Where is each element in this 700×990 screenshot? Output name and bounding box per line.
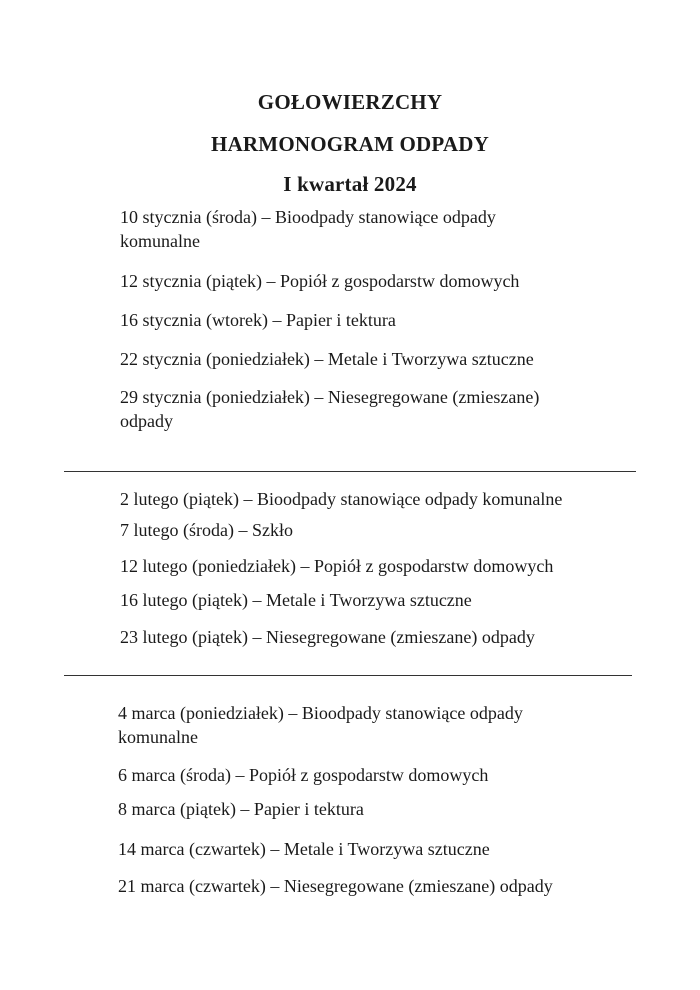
schedule-entry [120,308,396,332]
schedule-entry [120,588,472,612]
entry-line: 16 stycznia (wtorek) – Papier i tektura [120,310,396,330]
section-divider [64,471,636,472]
entry-line: 12 lutego (poniedziałek) – Popiół z gospodarstw domowych [120,556,554,576]
entry-line: 23 lutego (piątek) – Niesegregowane (zmieszane) odpady [120,627,535,647]
schedule-entry [118,797,364,821]
schedule-entry [120,518,293,542]
entry-line: komunalne [120,231,200,251]
entry-line: 14 marca (czwartek) – Metale i Tworzywa sztuczne [118,839,490,859]
entry-line: 22 stycznia (poniedziałek) – Metale i Tworzywa sztuczne [120,349,534,369]
schedule-entry [118,701,523,749]
entry-line: 7 lutego (środa) – Szkło [120,520,293,540]
schedule-entry [120,347,534,371]
schedule-entry [118,763,488,787]
section-divider [64,675,632,676]
entry-line: 10 stycznia (środa) – Bioodpady stanowiące odpady [120,207,496,227]
schedule-entry [118,874,553,898]
schedule-entry [120,269,519,293]
schedule-entry [118,837,490,861]
schedule-entry [120,205,496,253]
entry-line: odpady [120,411,173,431]
entry-line: 12 stycznia (piątek) – Popiół z gospodarstw domowych [120,271,520,291]
schedule-entry [120,554,553,578]
entry-line: 2 lutego (piątek) – Bioodpady stanowiące odpady komunalne [120,489,563,509]
entry-line: 21 marca (czwartek) – Niesegregowane (zmieszane) odpady [118,876,553,896]
schedule-entry [120,625,535,649]
entry-line: 4 marca (poniedziałek) – Bioodpady stanowiące odpady [118,703,523,723]
entry-line: 16 lutego (piątek) – Metale i Tworzywa sztuczne [120,590,472,610]
entry-line: 6 marca (środa) – Popiół z gospodarstw domowych [118,765,489,785]
quarter-label: I kwartał 2024 [283,172,417,196]
village-name: GOŁOWIERZCHY [257,90,443,114]
schedule-entry [120,385,539,433]
entry-line: 8 marca (piątek) – Papier i tektura [118,799,364,819]
schedule-entry [120,487,562,511]
entry-line: 29 stycznia (poniedziałek) – Niesegregowane (zmieszane) [120,387,540,407]
document-title: HARMONOGRAM ODPADY [211,132,489,156]
entry-line: komunalne [118,727,198,747]
